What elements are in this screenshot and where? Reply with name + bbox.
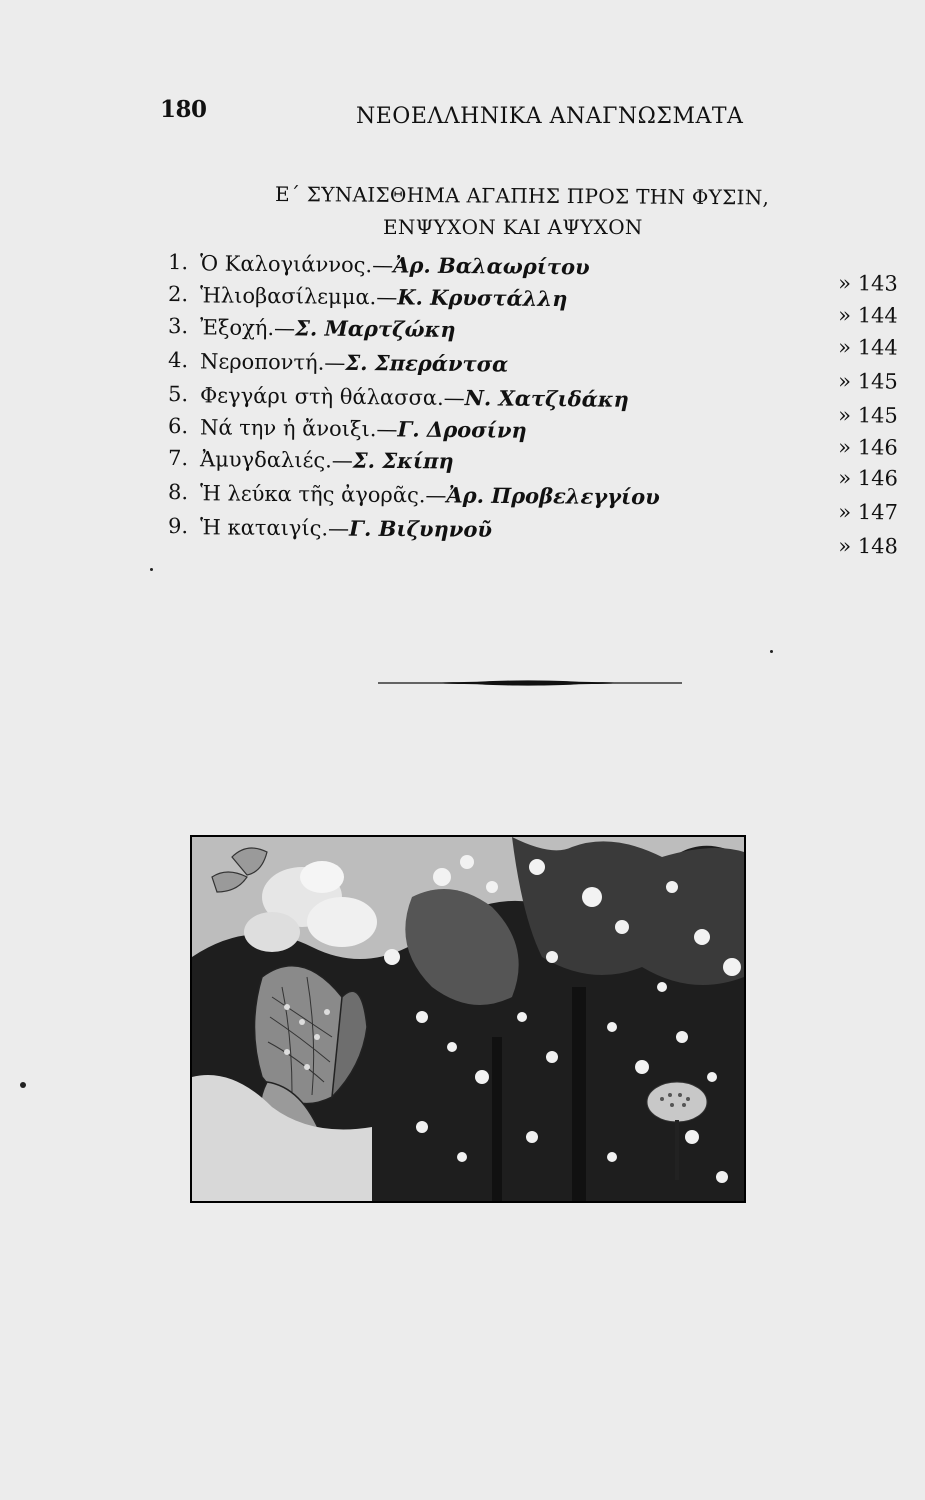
toc-entry-author: Σ. Μαρτζώκη	[295, 315, 456, 343]
butterfly-garden-illustration	[190, 835, 746, 1203]
print-speck	[770, 650, 773, 653]
toc-entry	[167, 314, 898, 360]
toc-entry-page: » 144	[838, 335, 898, 360]
toc-entry-page: » 143	[838, 271, 898, 296]
ornamental-divider	[378, 680, 682, 686]
page-number: 180	[160, 96, 207, 123]
print-speck	[20, 1082, 26, 1088]
toc-entry-page: » 145	[838, 369, 898, 394]
toc-entry-number: 8.	[167, 480, 189, 505]
toc-entry-page: » 147	[838, 499, 898, 525]
illustration-artwork	[192, 837, 744, 1201]
section-subheading: ΕΝΨΥΧΟΝ ΚΑΙ ΑΨΥΧΟΝ	[383, 215, 643, 239]
toc-entry-title: Ἡλιοβασίλεμμα.—Κ. Κρυστάλλη	[199, 283, 568, 312]
toc-entry-number: 2.	[167, 282, 189, 307]
toc-entry-title: Νά την ἡ ἄνοιξι.—Γ. Δροσίνη	[199, 415, 527, 443]
toc-entry-number: 6.	[167, 414, 189, 439]
toc-entry	[167, 514, 898, 559]
toc-entry-number: 5.	[167, 382, 189, 407]
toc-entry-author: Κ. Κρυστάλλη	[397, 284, 568, 312]
toc-entry-number: 3.	[167, 314, 189, 339]
toc-entry-title: Ἀμυγδαλιές.—Σ. Σκίπη	[199, 447, 454, 474]
toc-entry	[167, 446, 898, 491]
print-speck	[150, 568, 153, 571]
toc-entry-page: » 148	[838, 533, 898, 559]
toc-entry-author: Γ. Δροσίνη	[397, 416, 527, 443]
toc-entry-author: Σ. Σκίπη	[352, 447, 454, 474]
toc-entry-page: » 145	[838, 403, 898, 428]
toc-entry-author: Ἀρ. Προβελεγγίου	[446, 482, 660, 510]
running-head: ΝΕΟΕΛΛΗΝΙΚΑ ΑΝΑΓΝΩΣΜΑΤΑ	[356, 104, 744, 129]
toc-entry-title: Ἐξοχή.—Σ. Μαρτζώκη	[199, 315, 456, 343]
toc-entry-page: » 146	[838, 465, 898, 491]
toc-entry-title: Ἡ καταιγίς.—Γ. Βιζυηνοῦ	[199, 515, 493, 542]
toc-entry-author: Ἀρ. Βαλαωρίτου	[393, 252, 590, 280]
toc-entry-title: Ἡ λεύκα τῆς ἀγορᾶς.—Ἀρ. Προβελεγγίου	[199, 481, 660, 510]
toc-entry-title: Νεροποντή.—Σ. Σπεράντσα	[199, 349, 509, 377]
toc-entry-author: Ν. Χατζιδάκη	[464, 385, 630, 412]
toc-entry-number: 4.	[167, 348, 189, 373]
toc-entry-page: » 146	[838, 435, 898, 460]
toc-entry-number: 7.	[167, 446, 189, 471]
toc-entry	[167, 480, 898, 525]
section-heading: Ε΄ ΣΥΝΑΙΣΘΗΜΑ ΑΓΑΠΗΣ ΠΡΟΣ ΤΗΝ ΦΥΣΙΝ,	[274, 182, 770, 210]
toc-entry-number: 9.	[167, 514, 189, 539]
toc-entry-number: 1.	[167, 250, 189, 275]
toc-entry-title: Φεγγάρι στὴ θάλασσα.—Ν. Χατζιδάκη	[199, 383, 630, 412]
toc-entry	[167, 348, 898, 394]
toc-entry-author: Σ. Σπεράντσα	[345, 349, 509, 377]
toc-entry-page: » 144	[838, 303, 898, 328]
toc-entry-author: Γ. Βιζυηνοῦ	[348, 515, 493, 542]
toc-entry-title: Ὁ Καλογιάννος.—Ἀρ. Βαλαωρίτου	[199, 251, 590, 280]
